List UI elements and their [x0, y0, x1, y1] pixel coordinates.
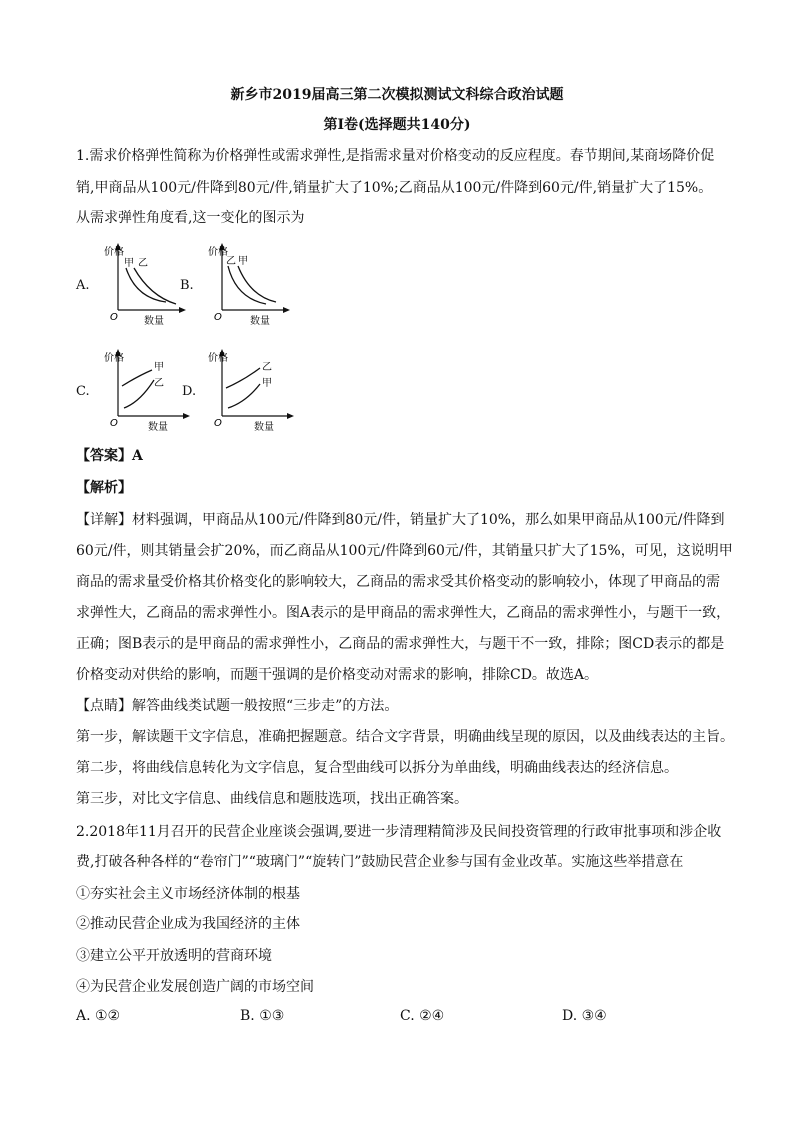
- q1-analysis-heading: 【解析】: [76, 480, 132, 496]
- q1-detail-line: 价格变动对供给的影响，而题干强调的是价格变动对需求的影响，排除CD。故选A。: [76, 667, 599, 683]
- graph-c: [96, 346, 196, 432]
- option-c-label: C.: [76, 384, 90, 399]
- option-b-label: B.: [180, 278, 194, 293]
- q1-stem-line: 1.需求价格弹性简称为价格弹性或需求弹性,是指需求量对价格变动的反应程度。春节期间,某商场降价促: [76, 148, 715, 164]
- option-d-label: D.: [182, 384, 197, 399]
- q1-step-line: 第一步，解读题干文字信息，准确把握题意。结合文字背景，明确曲线呈现的原因，以及曲线表达的主旨。: [76, 729, 734, 745]
- origin-label: O: [214, 312, 222, 323]
- section-title: 第Ⅰ卷(选择题共140分): [323, 117, 471, 133]
- q2-item: ①夯实社会主义市场经济体制的根基: [76, 886, 300, 902]
- q1-stem-line: 销,甲商品从100元/件降到80元/件,销量扩大了10%;乙商品从100元/件降到60元/件,销量扩大了15%。: [76, 180, 713, 196]
- q2-item: ④为民营企业发展创造广阔的市场空间: [76, 979, 314, 995]
- q2-item: ②推动民营企业成为我国经济的主体: [76, 916, 300, 932]
- q2-choice-b: B. ①③: [240, 1008, 285, 1024]
- q2-choice-a: A. ①②: [76, 1008, 121, 1024]
- curve-label: 乙: [154, 378, 164, 389]
- graph-a: [96, 240, 186, 326]
- q1-stem-line: 从需求弹性角度看,这一变化的图示为: [76, 210, 305, 226]
- curve-label: 甲: [154, 362, 164, 373]
- y-axis-label: 价格: [104, 247, 124, 258]
- q2-stem-line: 费,打破各种各样的“卷帘门”“玻璃门”“旋转门”鼓励民营企业参与国有金业改革。实施这些举措意在: [76, 854, 684, 870]
- origin-label: O: [110, 312, 118, 323]
- y-axis-label: 价格: [208, 247, 228, 258]
- y-axis-label: 价格: [104, 353, 124, 364]
- curve-label: 乙: [138, 258, 148, 269]
- q1-tip: 【点睛】解答曲线类试题一般按照“三步走”的方法。: [76, 698, 399, 714]
- exam-title: 新乡市2019届高三第二次模拟测试文科综合政治试题: [230, 87, 564, 103]
- x-axis-label: 数量: [250, 316, 270, 326]
- curve-label: 甲: [124, 258, 134, 269]
- origin-label: O: [110, 418, 118, 429]
- q2-choice-c: C. ②④: [400, 1008, 445, 1024]
- graph-d: [200, 346, 300, 432]
- q1-detail-line: 60元/件，则其销量会扩20%，而乙商品从100元/件降到60元/件，其销量只扩大了15%，可见，这说明甲: [76, 543, 733, 559]
- q1-detail-line: 商品的需求量受价格其价格变化的影响较大，乙商品的需求受其价格变动的影响较小，体现了甲商品的需: [76, 574, 720, 590]
- q1-step-line: 第二步，将曲线信息转化为文字信息，复合型曲线可以拆分为单曲线，明确曲线表达的经济信息。: [76, 760, 678, 776]
- graph-b: [200, 240, 290, 326]
- q2-item: ③建立公平开放透明的营商环境: [76, 948, 272, 964]
- curve-label: 甲: [262, 378, 272, 389]
- origin-label: O: [214, 418, 222, 429]
- q1-detail-line: 正确；图B表示的是甲商品的需求弹性小，乙商品的需求弹性大，与题干不一致，排除；图CD表示的都是: [76, 636, 725, 652]
- y-axis-label: 价格: [208, 353, 228, 364]
- curve-label: 甲: [238, 256, 248, 267]
- x-axis-label: 数量: [144, 316, 164, 326]
- x-axis-label: 数量: [148, 422, 168, 432]
- option-a-label: A.: [76, 278, 90, 293]
- q1-detail-line: 【详解】材料强调，甲商品从100元/件降到80元/件，销量扩大了10%，那么如果甲商品从100元/件降到: [76, 512, 725, 528]
- q1-detail-line: 求弹性大，乙商品的需求弹性小。图A表示的是甲商品的需求弹性大，乙商品的需求弹性小，与题干一致，: [76, 605, 731, 621]
- q2-stem-line: 2.2018年11月召开的民营企业座谈会强调,要进一步清理精简涉及民间投资管理的行政审批事项和涉企收: [76, 824, 722, 840]
- q1-answer: 【答案】A: [76, 448, 143, 464]
- q2-choice-d: D. ③④: [562, 1008, 607, 1024]
- curve-label: 乙: [262, 362, 272, 373]
- curve-label: 乙: [226, 256, 236, 267]
- q1-step-line: 第三步，对比文字信息、曲线信息和题肢选项，找出正确答案。: [76, 791, 468, 807]
- x-axis-label: 数量: [254, 422, 274, 432]
